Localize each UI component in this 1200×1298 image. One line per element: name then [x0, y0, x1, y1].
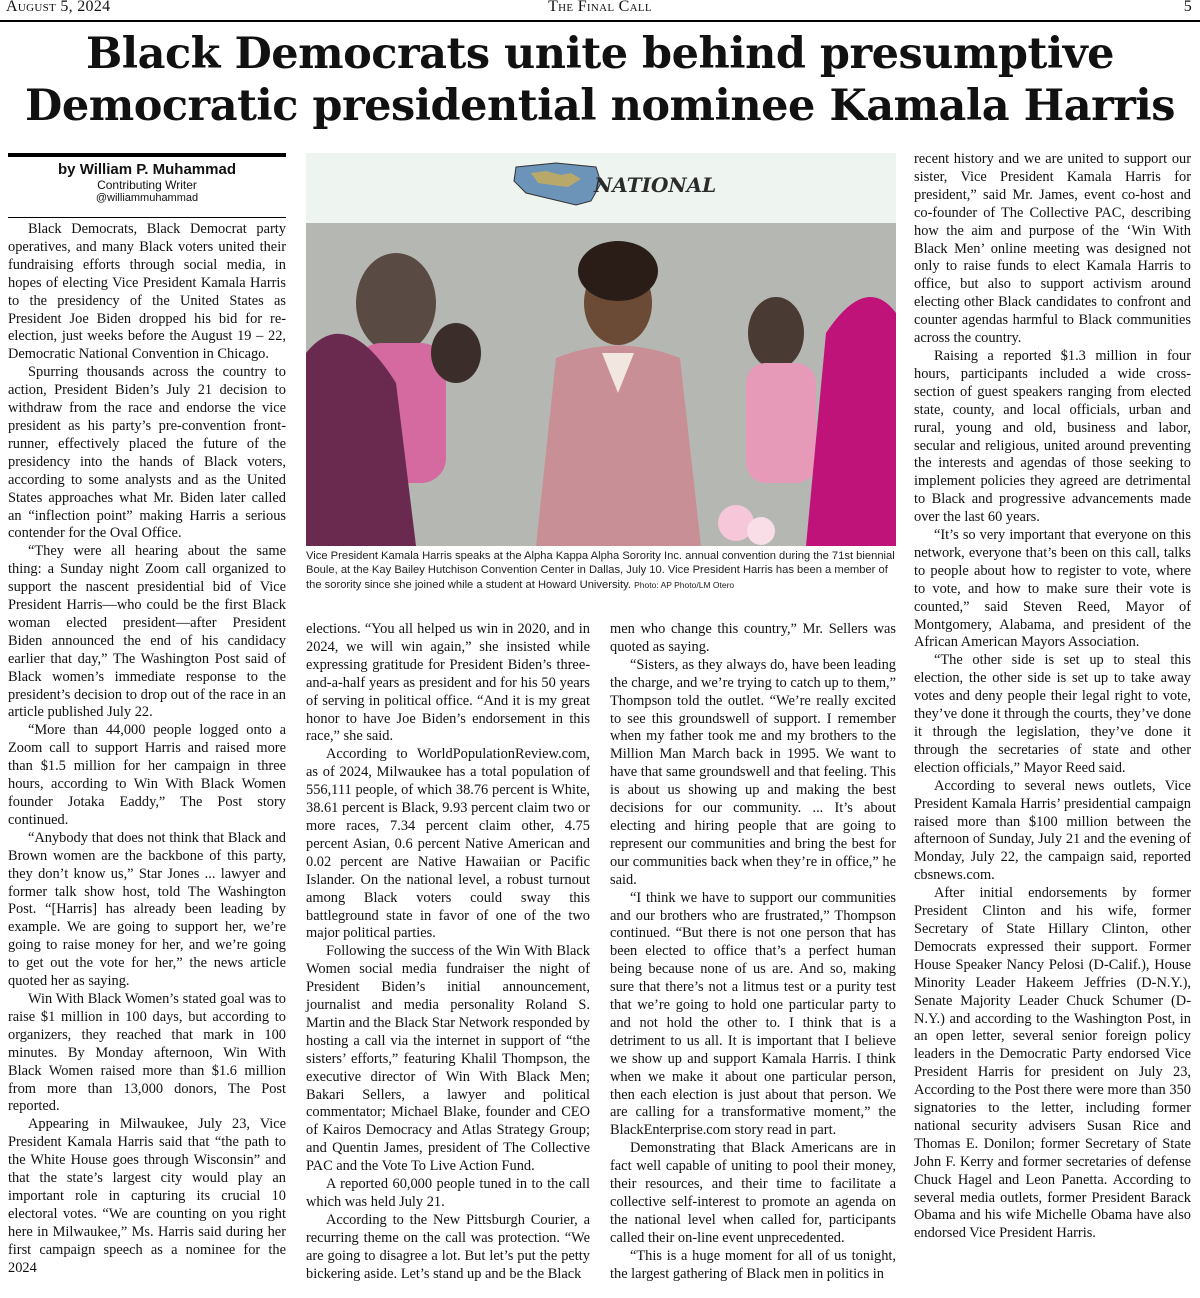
attendee-phone-figure: [431, 323, 481, 383]
publication-name: The Final Call: [548, 0, 652, 15]
article-column-2: [306, 621, 590, 1284]
article-paragraph: “More than 44,000 people logged onto a Zoom call to support Harris and raised more than $1.5 million for her campaign in three hours, according to Win With Black Women founder Jotaka Eaddy,” The Post story continued.: [8, 722, 286, 828]
headline-line-1: Black Democrats unite behind presumptive: [85, 29, 1115, 79]
article-paragraph: After initial endorsements by former President Clinton and his wife, former Secretary of State Hillary Clinton, other Democrats expressed their support. Former House Speaker Nancy Pelosi (D-Calif.), House Minority Leader Hakeem Jeffries (D-N.Y.), Senate Majority Leader Chuck Schumer (D-N.Y.) and according to the Washington Post, in an open letter, several senior foreign policy leaders in the Democratic Party endorsed Vice President Harris for president on July 23, According to the Post there were more than 350 signatories to the letter, including former national security advisers Susan Rice and Thomas E. Donilon; former Secretary of State John F. Kerry and former secretaries of defense Chuck Hagel and Leon Panetta. According to several media outlets, former President Barack Obama and his wife Michelle Obama have also endorsed Vice President Harris.: [914, 885, 1191, 1242]
article-paragraph: “I think we have to support our communities and our brothers who are frustrated,” Thompson continued. “But there is not one person that has been elected to office that’s a perfect human being because none of us are. And so, making sure that there’s not a litmus test or a purity test that we’re going to hold one particular party to and not hold the other to. I think that is a detriment to us all. It is important that I believe we show up and support Kamala Harris. I think when we make it about one particular person, then each election is just about that person. We are calling for a transformative moment,” the BlackEnterprise.com story read in part.: [610, 889, 896, 1139]
attendee-left-figure: [356, 253, 436, 353]
article-paragraph: Spurring thousands across the country to action, President Biden’s July 21 decision to withdraw from the race and endorse the vice president as his party’s pre-convention front-runner, effectively placed the future of the presidency into the hands of Black voters, according to some analysts and as the United States approaches what Mr. Biden later called an “inflection point” making Harris a serious contender for the Oval Office.: [8, 364, 286, 542]
article-column-3: [610, 621, 896, 1284]
caption-text: Vice President Kamala Harris speaks at the Alpha Kappa Alpha Sorority Inc. annual convention during the 71st biennial Boule, at the Kay Bailey Hutchison Convention Center in Dallas, July 10. Vice President Harris has been a member of the sorority since she joined while a student at Howard University.: [306, 550, 895, 591]
flower-arrangement-icon: [747, 517, 775, 545]
masthead: [0, 0, 1200, 22]
article-paragraph: men who change this country,” Mr. Sellers was quoted as saying.: [610, 621, 896, 655]
article-paragraph: A reported 60,000 people tuned in to the call which was held July 21.: [306, 1176, 590, 1210]
byline-author: by William P. Muhammad: [58, 161, 236, 178]
photo-caption: [306, 549, 896, 592]
headline: [0, 28, 1200, 132]
byline-box: [8, 153, 286, 218]
article-paragraph: “Anybody that does not think that Black and Brown women are the backbone of this party, they don’t know us,” Star Jones ... lawyer and former talk show host, told The Washington Post. “[Harris] has already been leading by example. We are going to support her, we’re going to raise money for her, and we’re going to get out the vote for her,” the news article quoted her as saying.: [8, 829, 286, 990]
article-paragraph: Following the success of the Win With Black Women social media fundraiser the night of President Biden’s initial announcement, journalist and media personality Roland S. Martin and the Black Star Network responded by hosting a call via the internet in support of “the sisters’ efforts,” featuring Khalil Thompson, the executive director of Win With Black Men; Bakari Sellers, a lawyer and political commentator; Michael Blake, founder and CEO of Kairos Democracy and Atlas Strategy Group; and Quentin James, president of The Collective PAC and the Vote To Live Action Fund.: [306, 943, 590, 1175]
article-paragraph: “They were all hearing about the same thing: a Sunday night Zoom call organized to support the nascent presidential bid of Vice President Harris—who could be the first Black woman elected president—after President Biden announced the end of his candidacy earlier that day,” The Washington Post said of Black women’s immediate response to the president’s decision to drop out of the race in an article published July 22.: [8, 543, 286, 721]
article-paragraph: Demonstrating that Black Americans are in fact well capable of uniting to pool their money, their resources, and their time to facilitate a collective self-interest to promote an agenda on the national level when called for, participants called their on-line event unprecedented.: [610, 1140, 896, 1246]
article-paragraph: According to WorldPopulationReview.com, as of 2024, Milwaukee has a total population of 556,111 people, of which 38.76 percent is White, 38.61 percent is Black, 9.93 percent claim two or more races, 7.34 percent claim other, 4.75 percent Asian, 0.6 percent Native American and 0.02 percent are Native Hawaiian or Pacific Islander. On the national level, a robust turnout among Black voters could sway this battleground state in favor of one of the two major political parties.: [306, 746, 590, 942]
article-paragraph: According to several news outlets, Vice President Kamala Harris’ presidential campaign raised more than $100 million between the afternoon of Sunday, July 21 and the evening of Monday, July 22, the campaign said, reported cbsnews.com.: [914, 777, 1191, 884]
article-paragraph: “This is a huge moment for all of us tonight, the largest gathering of Black men in politics in: [610, 1247, 896, 1282]
article-paragraph: Black Democrats, Black Democrat party operatives, and many Black voters united their fundraising efforts through social media, in hopes of electing Vice President Kamala Harris to the presidency of the United States as President Joe Biden dropped his bid for re-election, just weeks before the August 19 – 22, Democratic National Convention in Chicago.: [8, 221, 286, 363]
article-column-4: [914, 151, 1191, 1243]
article-paragraph: Win With Black Women’s stated goal was to raise $1 million in 100 days, but according to organizers, they reached that mark in 100 minutes. By Monday afternoon, Win With Black Women raised more than $1.6 million from more than 13,000 donors, The Post reported.: [8, 990, 286, 1115]
article-paragraph: “Sisters, as they always do, have been leading the charge, and we’re trying to catch up to them,” Thompson told the outlet. “We’re really excited to see this groundswell of support. I remember when my father took me and my brothers to the Million Man March back in 1995. We want to have that same groundswell and that feeling. This is about us showing up and making the best decisions for our community. ... It’s about electing and hiring people that are going to represent our communities and bring the best for our communities back when they’re in office,” he said.: [610, 656, 896, 888]
issue-date: August 5, 2024: [6, 0, 111, 15]
article-paragraph: According to the New Pittsburgh Courier, a recurring theme on the call was protection. “We are going to disagree a lot. But let’s put the petty bickering aside. Let’s stand up and be the Black: [306, 1211, 590, 1282]
photo-credit: Photo: AP Photo/LM Otero: [634, 579, 735, 590]
article-paragraph: Appearing in Milwaukee, July 23, Vice President Kamala Harris said that “the path to the White House goes through Wisconsin” and that the state’s largest city would play an important role in capturing its crucial 10 electoral votes. “We are counting on you right here in Milwaukee,” Ms. Harris said during her first campaign speech as a nominee for the 2024: [8, 1116, 286, 1276]
section-logo: NATIONAL: [594, 173, 717, 197]
article-paragraph: “The other side is set up to steal this election, the other side is set up to take away votes and deny people their legal right to vote, they’ve done it through the courts, they’ve done it through the legislation, they’ve done it through the secretaries of state and other election officials,” Mayor Reed said.: [914, 652, 1191, 776]
central-figure-hair: [578, 241, 658, 301]
attendee-right-dress: [746, 363, 816, 483]
byline-handle: @williammuhammad: [95, 192, 199, 204]
article-paragraph: “It’s so very important that everyone on this network, everyone that’s been on this call, talks to people about how to register to vote, where to vote, and how to make sure their vote is counted,” said Steven Reed, Mayor of Montgomery, Alabama, and president of the African American Mayors Association.: [914, 527, 1191, 651]
page-number: 5: [1183, 0, 1192, 15]
byline-role: Contributing Writer: [97, 178, 197, 192]
attendee-right-figure: [748, 297, 804, 369]
article-column-1: [8, 221, 286, 1277]
article-paragraph: recent history and we are united to support our sister, Vice President Kamala Harris for president,” said Mr. James, event co-host and co-founder of The Collective PAC, describing how the aim and purpose of the ‘Win With Black Men’ online meeting was designed not only to raise funds to elect Kamala Harris to office, but also to support activism around electing other Black candidates to confront and counter agendas harmful to Black communities across the country.: [914, 151, 1191, 347]
photo-illustration: [306, 153, 896, 546]
article-paragraph: Raising a reported $1.3 million in four hours, participants included a wide cross-section of guest speakers ranging from elected state, county, and local officials, urban and rural, young and old, business and labor, secular and religious, united around preventing the interests and agendas of those seeking to implement policies they agreed are detrimental to Black and progressive advancements made over the last 60 years.: [914, 347, 1191, 526]
news-photo: [306, 153, 896, 546]
headline-line-2: Democratic presidential nominee Kamala Harris: [25, 81, 1175, 131]
article-paragraph: elections. “You all helped us win in 2020, and in 2024, we will win again,” she insisted while expressing gratitude for President Biden’s three-and-a-half years as president and for his 50 years of serving in political office. “And it is my great honor to have Joe Biden’s endorsement in this race,” she said.: [306, 621, 590, 745]
